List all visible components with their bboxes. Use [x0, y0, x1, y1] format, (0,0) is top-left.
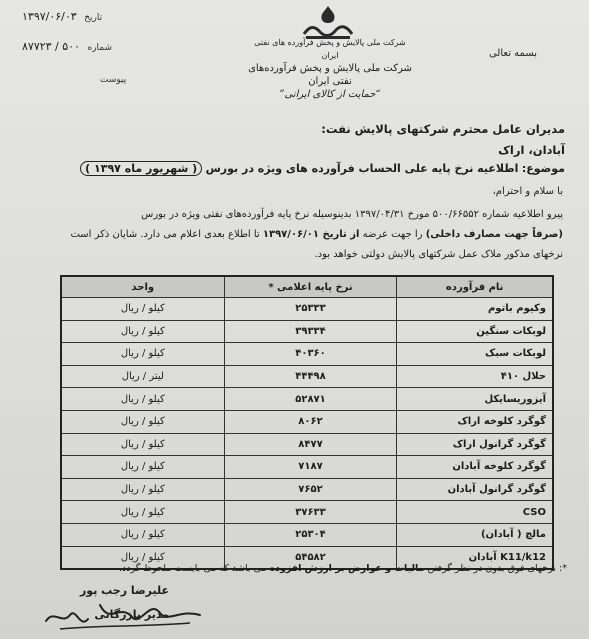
unit-cell: کیلو / ریال	[61, 456, 224, 479]
product-cell: آیزوریسایکل	[397, 388, 553, 411]
recipient-cities: آبادان، اراک	[498, 143, 565, 157]
unit-cell: کیلو / ریال	[61, 523, 224, 546]
company-line-2: شرکت ملی پالایش و پخش فرآورده‌های نفتی ایران	[248, 63, 412, 87]
table-header-row	[61, 276, 553, 298]
product-cell: گوگرد کلوخه آبادان	[397, 456, 553, 479]
header-price: نرخ پایه اعلامی *	[224, 276, 397, 298]
subject-period: ( شهریور ماه ۱۳۹۷ )	[80, 161, 202, 176]
body-line-1: پیرو اطلاعیه شماره ۵۰۰/۶۶۵۵۲ مورخ ۱۳۹۷/۰۴/۳۱ بدینوسیله نرخ پایه فرآورده‌های نفتی ویژه در بورس	[141, 209, 563, 220]
body-line-2-end: تا اطلاع بعدی اعلام می دارد. شایان ذکر است	[70, 229, 263, 240]
rates-table	[60, 275, 554, 570]
product-cell: CSO	[397, 501, 553, 524]
price-cell: ۳۷۶۳۳	[224, 501, 397, 524]
price-cell: ۸۴۷۷	[224, 433, 397, 456]
body-effective-date: از تاریخ ۱۳۹۷/۰۶/۰۱	[262, 229, 360, 240]
signature-icon	[40, 585, 210, 635]
product-cell: K11/k12 آبادان	[397, 546, 553, 569]
table-row	[61, 433, 553, 456]
footnote	[119, 563, 567, 574]
company-name-block	[245, 36, 415, 101]
price-cell: ۳۹۳۳۴	[224, 320, 397, 343]
footnote-end: می باشد که می بایست ملحوظ گردد.	[119, 563, 270, 574]
price-cell: ۴۰۳۶۰	[224, 343, 397, 366]
header-unit: واحد	[61, 276, 224, 298]
table-row	[61, 298, 553, 321]
bismillah: بسمه تعالی	[488, 48, 537, 59]
unit-cell: کیلو / ریال	[61, 343, 224, 366]
subject-text: اطلاعیه نرخ پایه علی الحساب فرآورده های ویژه در بورس	[205, 162, 519, 175]
date-field	[22, 10, 102, 23]
unit-cell: کیلو / ریال	[61, 410, 224, 433]
price-cell: ۲۵۳۳۳	[224, 298, 397, 321]
table-row	[61, 523, 553, 546]
slogan-text: حمایت از کالای ایرانی	[284, 89, 376, 100]
unit-cell: کیلو / ریال	[61, 298, 224, 321]
table-row	[61, 478, 553, 501]
product-cell: لوبکات سنگین	[397, 320, 553, 343]
company-line-1: شرکت ملی پالایش و پخش فرآورده های نفتی ایران	[254, 38, 406, 60]
product-cell: حلال ۴۱۰	[397, 365, 553, 388]
signer-name: علیرضا رجب پور	[79, 584, 169, 597]
unit-cell: کیلو / ریال	[61, 478, 224, 501]
number-value: ۵۰۰ / ۸۷۷۲۳	[22, 40, 80, 53]
price-cell: ۴۴۴۹۸	[224, 365, 397, 388]
slogan: “حمایت از کالای ایرانی”	[279, 89, 381, 100]
footnote-tax: مالیات و عوارض بر ارزش افزوده	[269, 563, 425, 574]
product-cell: لوبکات سبک	[397, 343, 553, 366]
unit-cell: لیتر / ریال	[61, 365, 224, 388]
unit-cell: کیلو / ریال	[61, 388, 224, 411]
unit-cell: کیلو / ریال	[61, 320, 224, 343]
recipient: مدیران عامل محترم شرکتهای پالایش نفت:	[321, 122, 565, 136]
table-row	[61, 343, 553, 366]
number-label: شماره	[87, 43, 113, 53]
product-cell: گوگرد گرانول اراک	[397, 433, 553, 456]
table-row	[61, 456, 553, 479]
number-field	[22, 40, 112, 53]
price-cell: ۷۶۵۲	[224, 478, 397, 501]
date-value: ۱۳۹۷/۰۶/۰۳	[22, 10, 77, 23]
unit-cell: کیلو / ریال	[61, 546, 224, 569]
price-cell: ۲۵۳۰۴	[224, 523, 397, 546]
product-cell: وکیوم باتوم	[397, 298, 553, 321]
product-cell: گوگرد گرانول آبادان	[397, 478, 553, 501]
price-cell: ۵۲۸۷۱	[224, 388, 397, 411]
footnote-start: *: نرخهای فوق بدون در نظر گرفتن	[424, 563, 567, 574]
body-line-2-mid: را جهت عرضه	[359, 229, 426, 240]
subject-line	[80, 162, 565, 175]
header-product: نام فرآورده	[397, 276, 553, 298]
table-row	[61, 501, 553, 524]
signer-title: مدیر بازرگانی	[94, 608, 169, 621]
unit-cell: کیلو / ریال	[61, 501, 224, 524]
unit-cell: کیلو / ریال	[61, 433, 224, 456]
price-cell: ۵۴۵۸۲	[224, 546, 397, 569]
table-row	[61, 320, 553, 343]
greeting: با سلام و احترام،	[492, 186, 563, 197]
attachment-label: پیوست	[100, 75, 127, 85]
table-row	[61, 388, 553, 411]
product-cell: مالچ ( آبادان)	[397, 523, 553, 546]
body-line-2	[70, 229, 563, 240]
body-domestic-note: (صرفاً جهت مصارف داخلی)	[425, 229, 563, 240]
attachment-field	[96, 72, 126, 85]
price-cell: ۷۱۸۷	[224, 456, 397, 479]
table-row	[61, 365, 553, 388]
product-cell: گوگرد کلوخه اراک	[397, 410, 553, 433]
price-cell: ۸۰۶۲	[224, 410, 397, 433]
subject-label: موضوع:	[521, 162, 565, 175]
body-line-3: نرخهای مذکور ملاک عمل شرکتهای پالایش دولتی خواهد بود.	[314, 249, 563, 260]
date-label: تاریخ	[84, 13, 103, 23]
table-row	[61, 410, 553, 433]
